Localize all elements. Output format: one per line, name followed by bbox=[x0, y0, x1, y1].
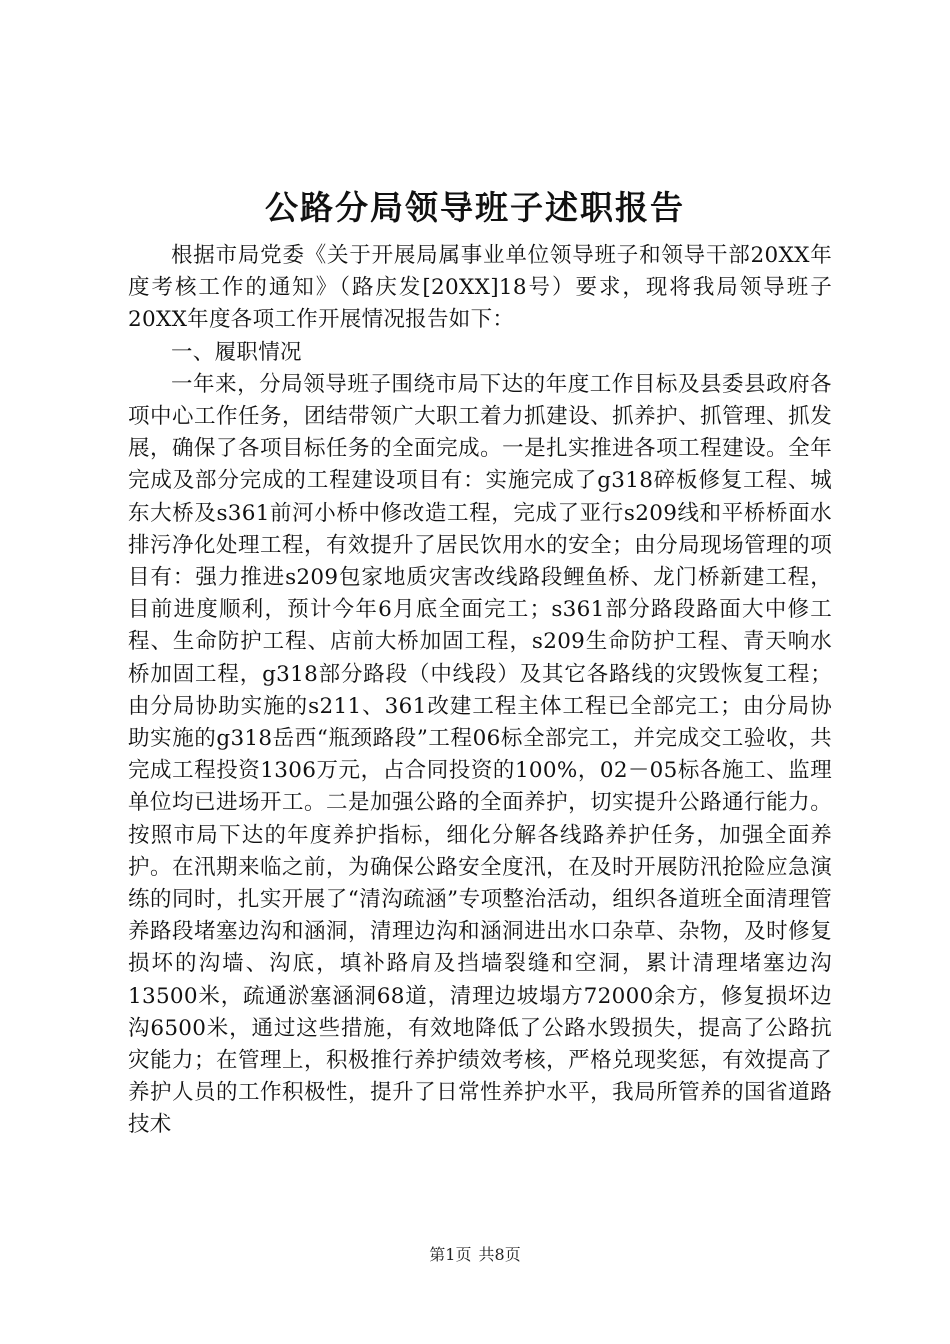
page-title: 公路分局领导班子述职报告 bbox=[265, 188, 685, 227]
section-heading: 一、履职情况 bbox=[171, 339, 302, 365]
page-total: 共8页 bbox=[478, 1245, 521, 1264]
page-number: 第1页 bbox=[429, 1245, 472, 1264]
intro-paragraph: 根据市局党委《关于开展局属事业单位领导班子和领导干部20XX年度考核工作的通知》（路庆发[20XX]18号）要求，现将我局领导班子20XX年度各项工作开展情况报告如下： bbox=[128, 243, 832, 333]
body-paragraph: 一年来，分局领导班子围绕市局下达的年度工作目标及县委县政府各项中心工作任务，团结带领广大职工着力抓建设、抓养护、抓管理、抓发展，确保了各项目标任务的全面完成。一是扎实推进各项工程建设。全年完成及部分完成的工程建设项目有：实施完成了g318碎板修复工程、城东大桥及s361前河小桥中修改造工程，完成了亚行s209线和平桥桥面水排污净化处理工程，有效提升了居民饮用水的安全；由分局现场管理的项目有：强力推进s209包家地质灾害改线路段鲤鱼桥、龙门桥新建工程，目前进度顺利，预计今年6月底全面完工；s361部分路段路面大中修工程、生命防护工程、店前大桥加固工程，s209生命防护工程、青天响水桥加固工程，g318部分路段（中线段）及其它各路线的灾毁恢复工程；由分局协助实施的s211、361改建工程主体工程已全部完工；由分局协助实施的g318岳西“瓶颈路段”工程06标全部完工，并完成交工验收，共完成工程投资1306万元，占合同投资的100%，02－05标各施工、监理单位均已进场开工。二是加强公路的全面养护，切实提升公路通行能力。按照市局下达的年度养护指标，细化分解各线路养护任务，加强全面养护。在汛期来临之前，为确保公路安全度汛，在及时开展防汛抢险应急演练的同时，扎实开展了“清沟疏涵”专项整治活动，组织各道班全面清理管养路段堵塞边沟和涵洞，清理边沟和涵洞进出水口杂草、杂物，及时修复损坏的沟墙、沟底，填补路肩及挡墙裂缝和空洞，累计清理堵塞边沟13500米，疏通淤塞涵洞68道，清理边坡塌方72000余方，修复损坏边沟6500米，通过这些措施，有效地降低了公路水毁损失，提高了公路抗灾能力；在管理上，积极推行养护绩效考核，严格兑现奖惩，有效提高了养护人员的工作积极性，提升了日常性养护水平，我局所管养的国省道路技术 bbox=[128, 371, 832, 1138]
page-footer bbox=[0, 1244, 950, 1266]
document-body bbox=[128, 240, 832, 1142]
